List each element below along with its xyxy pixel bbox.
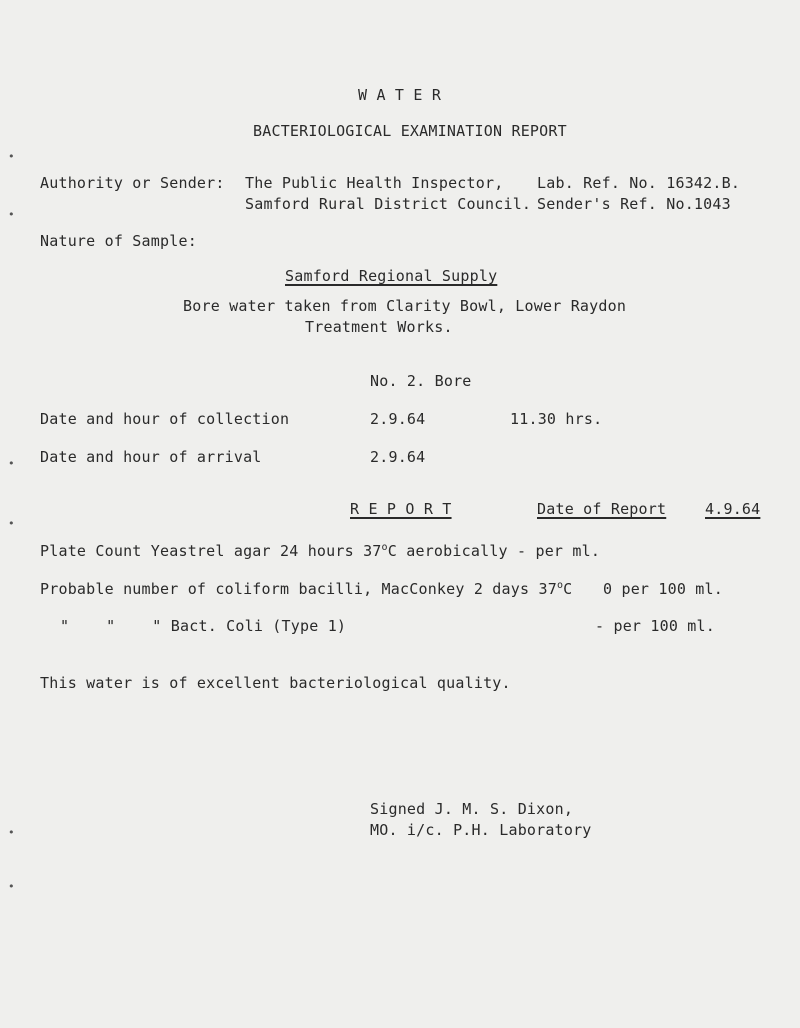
- degree-symbol: o: [381, 542, 388, 553]
- degree-symbol: o: [556, 580, 564, 591]
- collection-time: 11.30 hrs.: [510, 410, 603, 428]
- document-title: W A T E R: [358, 86, 442, 104]
- probable-number-text: Probable number of coliform bacilli, MacConkey 2 days 37: [40, 580, 557, 598]
- margin-mark: •: [8, 457, 15, 470]
- plate-count-line: [40, 542, 600, 560]
- margin-mark: •: [8, 150, 15, 163]
- margin-mark: •: [8, 880, 15, 893]
- bact-coli-value: - per 100 ml.: [595, 617, 715, 635]
- arrival-label: Date and hour of arrival: [40, 448, 262, 466]
- report-heading: R E P O R T: [350, 500, 452, 518]
- report-date-value: 4.9.64: [705, 500, 761, 518]
- sample-description-line-2: Treatment Works.: [305, 318, 453, 336]
- sample-description-line-1: Bore water taken from Clarity Bowl, Lower Raydon: [183, 297, 627, 315]
- collection-date: 2.9.64: [370, 410, 426, 428]
- plate-count-text: Plate Count Yeastrel agar 24 hours 37: [40, 542, 382, 560]
- lab-reference: Lab. Ref. No. 16342.B.: [537, 174, 741, 192]
- margin-mark: •: [8, 517, 15, 530]
- authority-line-1: The Public Health Inspector,: [245, 174, 504, 192]
- document-subtitle: BACTERIOLOGICAL EXAMINATION REPORT: [253, 122, 567, 140]
- collection-label: Date and hour of collection: [40, 410, 290, 428]
- conclusion-text: This water is of excellent bacteriological quality.: [40, 674, 511, 692]
- probable-number-unit: C: [563, 580, 573, 598]
- nature-of-sample-label: Nature of Sample:: [40, 232, 197, 250]
- sender-reference: Sender's Ref. No.1043: [537, 195, 731, 213]
- supply-title: Samford Regional Supply: [285, 267, 498, 285]
- bact-coli-line: " " " Bact. Coli (Type 1): [60, 617, 347, 635]
- arrival-date: 2.9.64: [370, 448, 426, 466]
- signature-line-2: MO. i/c. P.H. Laboratory: [370, 821, 592, 839]
- probable-number-line: [40, 580, 572, 598]
- authority-label: Authority or Sender:: [40, 174, 225, 192]
- sample-column-header: No. 2. Bore: [370, 372, 472, 390]
- authority-line-2: Samford Rural District Council.: [245, 195, 532, 213]
- signature-line-1: Signed J. M. S. Dixon,: [370, 800, 574, 818]
- margin-mark: •: [8, 208, 15, 221]
- margin-mark: •: [8, 826, 15, 839]
- plate-count-unit: C aerobically - per ml.: [387, 542, 601, 560]
- report-date-label: Date of Report: [537, 500, 667, 518]
- probable-number-value: 0 per 100 ml.: [603, 580, 723, 598]
